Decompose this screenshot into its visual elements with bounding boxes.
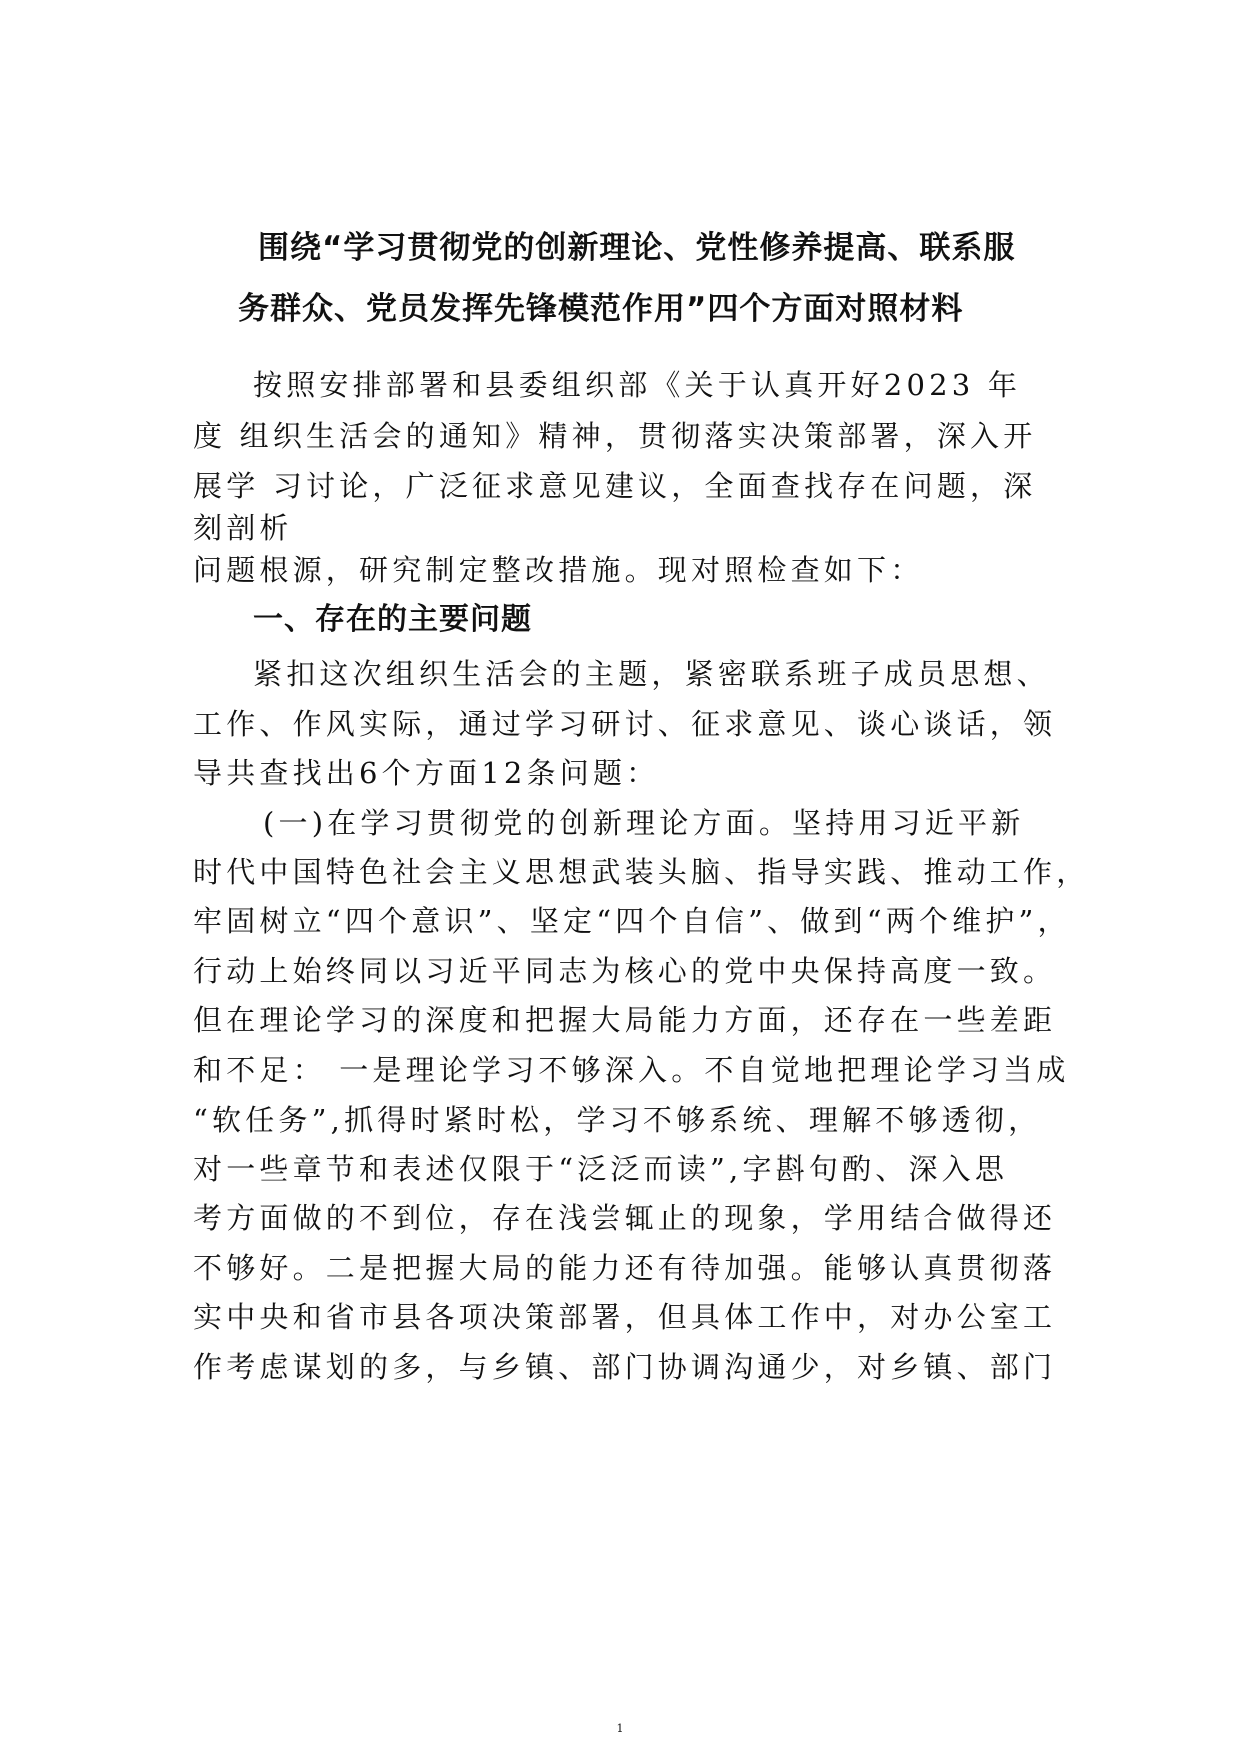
- section-intro-line-1: 紧扣这次组织生活会的主题，紧密联系班子成员思想、: [253, 657, 1050, 691]
- page-number: 1: [616, 1722, 624, 1735]
- item1-line-10: 不够好。二是把握大局的能力还有待加强。能够认真贯彻落: [193, 1251, 1057, 1285]
- document-title-line-1: 围绕“学习贯彻党的创新理论、党性修养提高、联系服: [258, 230, 1016, 266]
- item1-line-8: 对一些章节和表述仅限于“泛泛而读”,字斟句酌、深入思: [193, 1152, 1009, 1186]
- item1-line-3: 牢固树立“四个意识”、坚定“四个自信”、做到“两个维护”，: [193, 904, 1071, 938]
- item1-line-4: 行动上始终同以习近平同志为核心的党中央保持高度一致。: [193, 954, 1057, 988]
- item1-line-5: 但在理论学习的深度和把握大局能力方面，还存在一些差距: [193, 1003, 1057, 1037]
- section-intro-line-2: 工作、作风实际，通过学习研讨、征求意见、谈心谈话，领: [193, 707, 1057, 741]
- intro-line-4: 刻剖析: [193, 511, 293, 545]
- item1-line-1: (一)在学习贯彻党的创新理论方面。坚持用习近平新: [263, 806, 1025, 840]
- item1-line-6: 和不足： 一是理论学习不够深入。不自觉地把理论学习当成: [193, 1053, 1070, 1087]
- item1-line-7: “软任务”,抓得时紧时松，学习不够系统、理解不够透彻，: [193, 1103, 1042, 1137]
- item1-line-9: 考方面做的不到位，存在浅尝辄止的现象，学用结合做得还: [193, 1201, 1057, 1235]
- intro-line-2: 度 组织生活会的通知》精神，贯彻落实决策部署，深入开: [193, 419, 1037, 453]
- section-intro-line-3: 导共查找出6个方面12条问题：: [193, 756, 660, 790]
- intro-line-3: 展学 习讨论，广泛征求意见建议，全面查找存在问题，深: [193, 469, 1037, 503]
- item1-line-12: 作考虑谋划的多，与乡镇、部门协调沟通少，对乡镇、部门: [193, 1350, 1057, 1384]
- document-title-line-2: 务群众、党员发挥先锋模范作用”四个方面对照材料: [238, 291, 964, 327]
- item1-line-2: 时代中国特色社会主义思想武装头脑、指导实践、推动工作，: [193, 855, 1090, 889]
- intro-line-5: 问题根源，研究制定整改措施。现对照检查如下：: [193, 553, 924, 587]
- item1-line-11: 实中央和省市县各项决策部署，但具体工作中，对办公室工: [193, 1300, 1057, 1334]
- section-heading: 一、存在的主要问题: [253, 602, 532, 637]
- intro-line-1: 按照安排部署和县委组织部《关于认真开好2023 年: [253, 368, 1022, 402]
